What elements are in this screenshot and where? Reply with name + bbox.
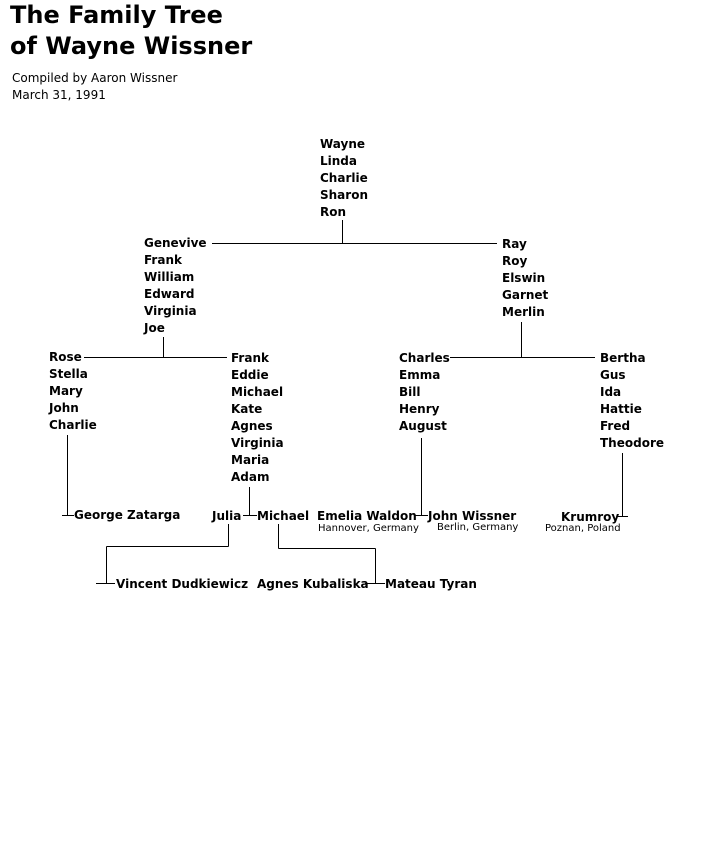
ancestor-michael: Michael <box>257 509 310 523</box>
ancestor-krumroy: Krumroy <box>561 510 620 524</box>
person-name: Kate <box>231 402 263 416</box>
person-name: Ray <box>502 237 527 251</box>
page-title-line-1: The Family Tree <box>10 1 223 29</box>
person-name: August <box>399 419 447 433</box>
person-name: Fred <box>600 419 631 433</box>
person-name: Elswin <box>502 271 546 285</box>
person-name: Rose <box>49 350 82 364</box>
person-name: Sharon <box>320 188 368 202</box>
person-name: Stella <box>49 367 88 381</box>
person-name: Edward <box>144 287 195 301</box>
person-name: Virginia <box>231 436 284 450</box>
person-name: Mary <box>49 384 83 398</box>
person-name: Charles <box>399 351 450 365</box>
person-name: Garnet <box>502 288 549 302</box>
ancestor-george-zatarga: George Zatarga <box>74 508 181 522</box>
compiled-by-text: Compiled by Aaron Wissner <box>12 71 178 85</box>
ancestor-agnes-kubaliska: Agnes Kubaliska <box>257 577 369 591</box>
person-name: Theodore <box>600 436 665 450</box>
person-name: Genevive <box>144 236 207 250</box>
person-name: Frank <box>144 253 182 267</box>
ancestor-vincent-dudkiewicz: Vincent Dudkiewicz <box>116 577 249 591</box>
maternal-grandmother-siblings-group <box>49 349 97 434</box>
person-name: Ida <box>600 385 622 399</box>
john-birthplace: Berlin, Germany <box>437 522 519 533</box>
person-name: Hattie <box>600 402 642 416</box>
emelia-birthplace: Hannover, Germany <box>318 523 419 534</box>
children-group <box>320 136 368 221</box>
person-name: Gus <box>600 368 626 382</box>
person-name: Frank <box>231 351 269 365</box>
person-name: Joe <box>144 321 165 335</box>
compiled-date-text: March 31, 1991 <box>12 88 106 102</box>
person-name: Charlie <box>320 171 368 185</box>
person-name: William <box>144 270 195 284</box>
person-name: Agnes <box>231 419 273 433</box>
person-name: Ron <box>320 205 347 219</box>
person-name: Henry <box>399 402 440 416</box>
person-name: Eddie <box>231 368 269 382</box>
ancestor-john-wissner: John Wissner <box>428 509 517 523</box>
krumroy-birthplace: Poznan, Poland <box>545 523 621 534</box>
person-name: John <box>49 401 79 415</box>
person-name: Michael <box>231 385 284 399</box>
person-name: Maria <box>231 453 270 467</box>
person-name: Wayne <box>320 137 366 151</box>
ancestor-julia: Julia <box>212 509 242 523</box>
person-name: Emma <box>399 368 441 382</box>
maternal-grandfather-siblings-group <box>231 350 284 486</box>
paternal-grandmother-siblings-group <box>600 350 664 452</box>
person-name: Merlin <box>502 305 545 319</box>
father-siblings-group <box>502 236 548 321</box>
paternal-grandfather-siblings-group <box>399 350 450 435</box>
person-name: Virginia <box>144 304 197 318</box>
person-name: Roy <box>502 254 528 268</box>
person-name: Bill <box>399 385 421 399</box>
person-name: Linda <box>320 154 357 168</box>
person-name: Adam <box>231 470 270 484</box>
ancestor-emelia-waldon: Emelia Waldon <box>317 509 417 523</box>
person-name: Bertha <box>600 351 646 365</box>
person-name: Charlie <box>49 418 97 432</box>
mother-siblings-group <box>144 235 207 337</box>
page-title-line-2: of Wayne Wissner <box>10 32 253 60</box>
ancestor-mateau-tyran: Mateau Tyran <box>385 577 477 591</box>
